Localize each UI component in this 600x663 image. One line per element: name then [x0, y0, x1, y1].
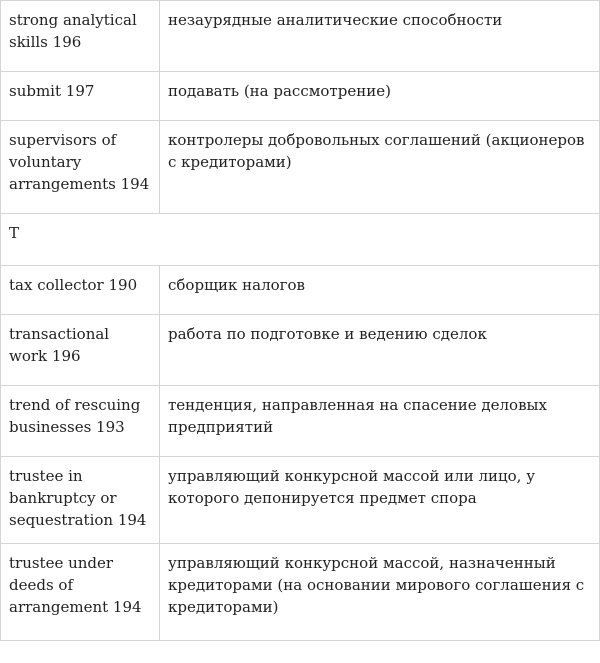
- table-row: [1, 1, 600, 72]
- term-cell: tax collector 190: [1, 266, 160, 315]
- section-letter-row: [1, 214, 600, 266]
- term-cell: trustee in bankruptcy or sequestration 194: [1, 457, 160, 544]
- term-cell: trend of rescuing businesses 193: [1, 386, 160, 457]
- translation-cell: контролеры добровольных соглашений (акционеров с кредиторами): [160, 121, 600, 214]
- term-cell: strong analytical skills 196: [1, 1, 160, 72]
- term-cell: submit 197: [1, 72, 160, 121]
- translation-cell: подавать (на рассмотрение): [160, 72, 600, 121]
- table-row: [1, 386, 600, 457]
- term-cell: trustee under deeds of arrangement 194: [1, 544, 160, 641]
- section-letter: T: [1, 214, 600, 266]
- translation-cell: тенденция, направленная на спасение деловых предприятий: [160, 386, 600, 457]
- translation-cell: незаурядные аналитические способности: [160, 1, 600, 72]
- translation-cell: управляющий конкурсной массой или лицо, у которого депонируется предмет спора: [160, 457, 600, 544]
- table-row: [1, 457, 600, 544]
- term-cell: transactional work 196: [1, 315, 160, 386]
- table-row: [1, 266, 600, 315]
- translation-cell: работа по подготовке и ведению сделок: [160, 315, 600, 386]
- table-row: [1, 544, 600, 641]
- table-row: [1, 72, 600, 121]
- translation-cell: сборщик налогов: [160, 266, 600, 315]
- table-row: [1, 121, 600, 214]
- table-row: [1, 315, 600, 386]
- term-cell: supervisors of voluntary arrangements 194: [1, 121, 160, 214]
- translation-cell: управляющий конкурсной массой, назначенный кредиторами (на основании мирового соглашения с кредиторами): [160, 544, 600, 641]
